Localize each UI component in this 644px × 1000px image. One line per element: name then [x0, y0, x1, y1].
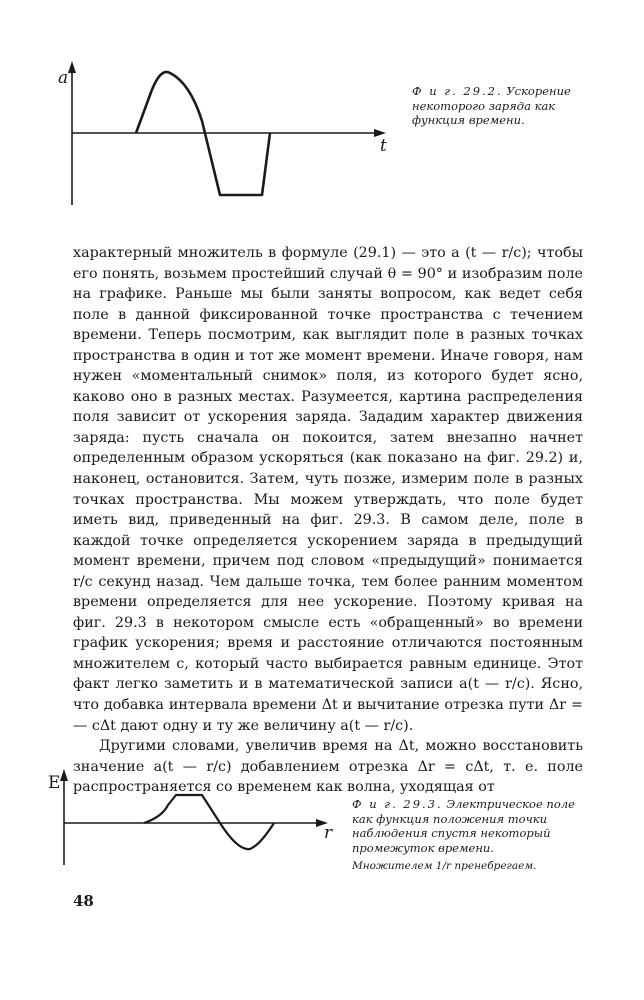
y-axis-label: E — [48, 773, 61, 793]
figure-29-3-caption — [352, 797, 584, 874]
y-axis-arrow — [68, 61, 76, 73]
caption-note: Множителем 1/r пренебрегаем. — [352, 860, 537, 872]
x-axis-label: r — [324, 823, 333, 843]
caption-lead: Ф и г. 29.2. — [412, 84, 503, 98]
acceleration-plot — [60, 55, 400, 215]
y-axis-arrow — [60, 769, 68, 781]
figure-29-3 — [48, 765, 342, 875]
y-axis-label: a — [58, 68, 69, 88]
figure-29-2-caption — [412, 84, 587, 128]
caption-lead: Ф и г. 29.3. — [352, 797, 443, 811]
field-curve — [144, 795, 274, 849]
paragraph: Другими словами, увеличив время на Δt, можно восстановить значение a(t — r/c) добавлением отрезка Δr = cΔt, т. е. поле распространяется со временем как волна, уходящая от — [73, 738, 583, 796]
page-number: 48 — [73, 892, 94, 910]
x-axis-label: t — [380, 136, 387, 156]
caption-text: Электрическое поле как функция положения точки наблюдения спустя некоторый промежуток времени. — [352, 797, 575, 855]
figure-29-2 — [60, 55, 400, 215]
field-plot — [52, 765, 342, 875]
caption-text: Ускорение некоторого заряда как функция времени. — [412, 84, 571, 127]
body-text — [73, 243, 583, 798]
paragraph: характерный множитель в формуле (29.1) — это a (t — r/c); чтобы его понять, возьмем простейший случай θ = 90° и изобразим поле на графике. Раньше мы были заняты вопросом, как ведет себя поле в данной фиксированной точке пространства с течением времени. Теперь посмотрим, как выглядит поле в разных точках пространства в один и тот же момент времени. Иначе говоря, нам нужен «моментальный снимок» поля, из которого будет ясно, каково оно в разных местах. Разумеется, картина распределения поля зависит от ускорения заряда. Зададим характер движения заряда: пусть сначала он покоится, затем внезапно начнет определенным образом ускоряться (как показано на фиг. 29.2) и, наконец, остановится. Затем, чуть позже, измерим поле в разных точках пространства. Мы можем утверждать, что поле будет иметь вид, приведенный на фиг. 29.3. В самом деле, поле в каждой точке определяется ускорением заряда в предыдущий момент времени, причем под словом «предыдущий» понимается r/c секунд назад. Чем дальше точка, тем более ранним моментом времени определяется для нее ускорение. Поэтому кривая на фиг. 29.3 в некотором смысле есть «обращенный» во времени график ускорения; время и расстояние отличаются постоянным множителем c, который часто выбирается равным единице. Этот факт легко заметить и в математической записи a(t — r/c). Ясно, что добавка интервала времени Δt и вычитание отрезка пути Δr = — cΔt дают одну и ту же величину a(t — r/c). — [73, 245, 583, 734]
